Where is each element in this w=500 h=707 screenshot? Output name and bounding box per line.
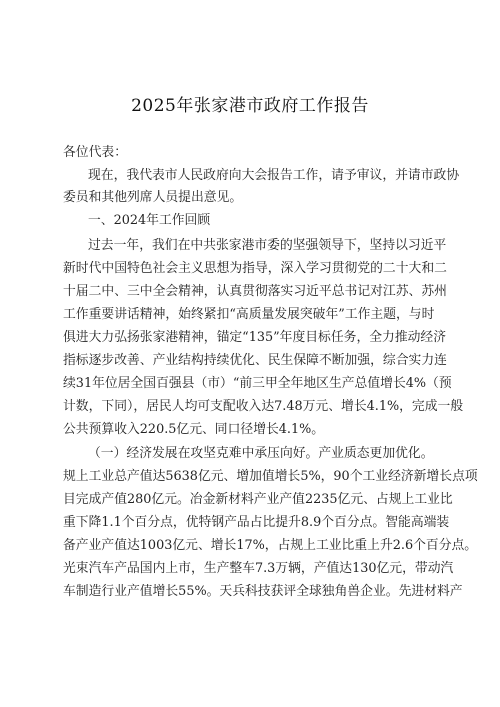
section-heading: 一、2024年工作回顾 <box>88 213 211 228</box>
body-text-line: 重下降1.1个百分点，优特钢产品占比提升8.9个百分点。智能高端装 <box>63 515 450 530</box>
body-text-line: 备产业产值达1003亿元、增长17%，占规上工业比重上升2.6个百分点。 <box>63 538 478 553</box>
body-text-line: 工作重要讲话精神，始终紧扣“高质量发展突破年”工作主题，与时 <box>63 307 435 322</box>
body-text-line: 委员和其他列席人员提出意见。 <box>63 190 243 205</box>
body-text-line: 计数，下同），居民人均可支配收入达7.48万元、增长4.1%，完成一般 <box>63 399 464 414</box>
body-text-line: 俱进大力弘扬张家港精神，锚定“135”年度目标任务，全力推动经济 <box>63 330 447 345</box>
body-text-line: 规上工业总产值达5638亿元、增加值增长5%，90个工业经济新增长点项 <box>63 469 478 484</box>
body-text-line: 光束汽车产品国内上市，生产整车7.3万辆，产值达130亿元，带动汽 <box>63 561 454 576</box>
body-text-line: 过去一年，我们在中共张家港市委的坚强领导下，坚持以习近平 <box>88 238 447 253</box>
salutation-line: 各位代表： <box>63 145 127 160</box>
body-text-line: 公共预算收入220.5亿元、同口径增长4.1%。 <box>63 422 325 437</box>
body-text-line: 十届二中、三中全会精神，认真贯彻落实习近平总书记对江苏、苏州 <box>63 284 447 299</box>
subsection-heading: （一）经济发展在攻坚克难中承压向好。产业质态更加优化。 <box>88 446 434 461</box>
body-text-line: 续31年位居全国百强县（市）“前三甲全年地区生产总值增长4%（预 <box>63 376 452 391</box>
document-title: 2025年张家港市政府工作报告 <box>131 96 369 116</box>
body-text-line: 目完成产值280亿元。冶金新材料产业产值2235亿元、占规上工业比 <box>63 492 453 507</box>
body-text-line: 现在，我代表市人民政府向大会报告工作，请予审议，并请市政协 <box>88 168 460 183</box>
body-text-line: 新时代中国特色社会主义思想为指导，深入学习贯彻党的二十大和二 <box>63 261 447 276</box>
body-text-line: 车制造行业产值增长55%。天兵科技获评全球独角兽企业。先进材料产 <box>63 584 463 599</box>
body-text-line: 指标逐步改善、产业结构持续优化、民生保障不断加强，综合实力连 <box>63 353 447 368</box>
